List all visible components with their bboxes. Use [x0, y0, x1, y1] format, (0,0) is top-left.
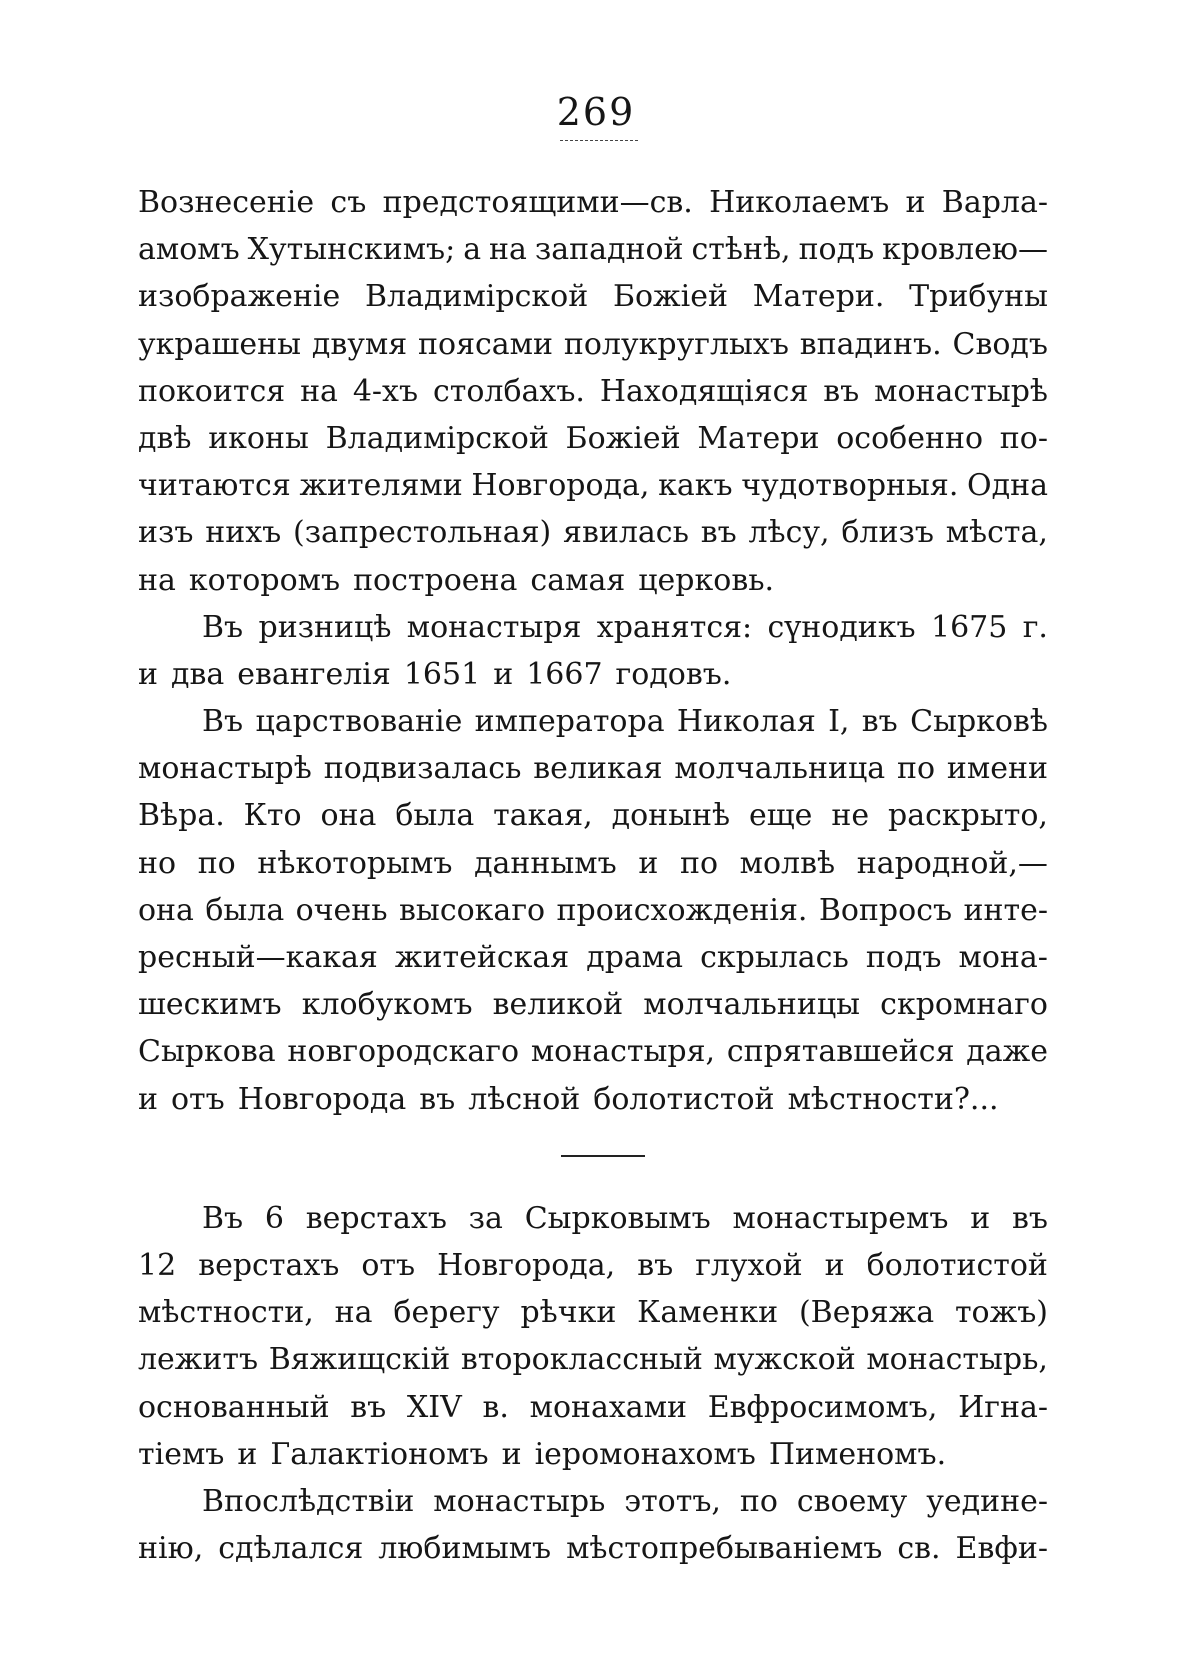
text-line: тіемъ и Галактіономъ и іеромонахомъ Пименомъ. [138, 1436, 947, 1472]
text-line: 12 верстахъ отъ Новгорода, въ глухой и болотистой [138, 1247, 1048, 1283]
text-line: амомъ Хутынскимъ; а на западной стѣнѣ, подъ кровлею— [138, 232, 1048, 268]
text-line: Впослѣдствіи монастырь этотъ, по своему уедине- [202, 1483, 1048, 1519]
section-separator [561, 1155, 645, 1157]
paragraph [138, 698, 1048, 1123]
text-line: мѣстности, на берегу рѣчки Каменки (Веряжа тожъ) [138, 1295, 1048, 1331]
text-line: покоится на 4-хъ столбахъ. Находящіяся въ монастырѣ [138, 373, 1048, 409]
text-line: лежитъ Вяжищскій второклассный мужской монастырь, [138, 1342, 1048, 1378]
book-page [138, 88, 1048, 1572]
paragraph [138, 179, 1048, 604]
paragraph [138, 604, 1048, 698]
text-line: Сыркова новгородскаго монастыря, спрятавшейся даже [138, 1034, 1048, 1070]
text-line: Въ 6 верстахъ за Сырковымъ монастыремъ и въ [202, 1200, 1048, 1236]
text-line: двѣ иконы Владимірской Божіей Матери особенно по- [138, 420, 1048, 456]
text-line: и два евангелія 1651 и 1667 годовъ. [138, 656, 732, 692]
text-line: Вознесеніе съ предстоящими—св. Николаемъ и Варла- [138, 185, 1048, 220]
text-line: она была очень высокаго происхожденія. Вопросъ инте- [138, 892, 1048, 928]
text-line: но по нѣкоторымъ даннымъ и по молвѣ народной,— [138, 845, 1048, 881]
text-line: ресный—какая житейская драма скрылась подъ мона- [138, 940, 1048, 975]
text-line: на которомъ построена самая церковь. [138, 562, 775, 598]
text-line: украшены двумя поясами полукруглыхъ впадинъ. Сводъ [138, 326, 1048, 362]
page-number: 269 [556, 90, 636, 134]
page-body-text [138, 179, 1048, 1572]
text-line: Въ царствованіе императора Николая I, въ Сырковѣ [202, 704, 1048, 740]
text-line: монастырѣ подвизалась великая молчальница по имени [138, 751, 1048, 787]
text-line: изъ нихъ (запрестольная) явилась въ лѣсу, близъ мѣста, [138, 515, 1048, 551]
text-line: и отъ Новгорода въ лѣсной болотистой мѣстности?... [138, 1081, 999, 1117]
paragraph [138, 1195, 1048, 1478]
text-line: изображеніе Владимірской Божіей Матери. Трибуны [138, 279, 1048, 315]
text-line: нію, сдѣлался любимымъ мѣстопребываніемъ св. Евфи- [138, 1531, 1048, 1567]
text-line: Въ ризницѣ монастыря хранятся: сүнодикъ 1675 г. [202, 609, 1048, 645]
page-number-underline [560, 140, 638, 141]
text-line: шескимъ клобукомъ великой молчальницы скромнаго [138, 987, 1048, 1023]
text-line: Вѣра. Кто она была такая, донынѣ еще не раскрыто, [138, 798, 1048, 834]
text-line: читаются жителями Новгорода, какъ чудотворныя. Одна [138, 468, 1048, 504]
paragraph [138, 1478, 1048, 1572]
text-line: основанный въ XIV в. монахами Евфросимомъ, Игна- [138, 1389, 1048, 1425]
